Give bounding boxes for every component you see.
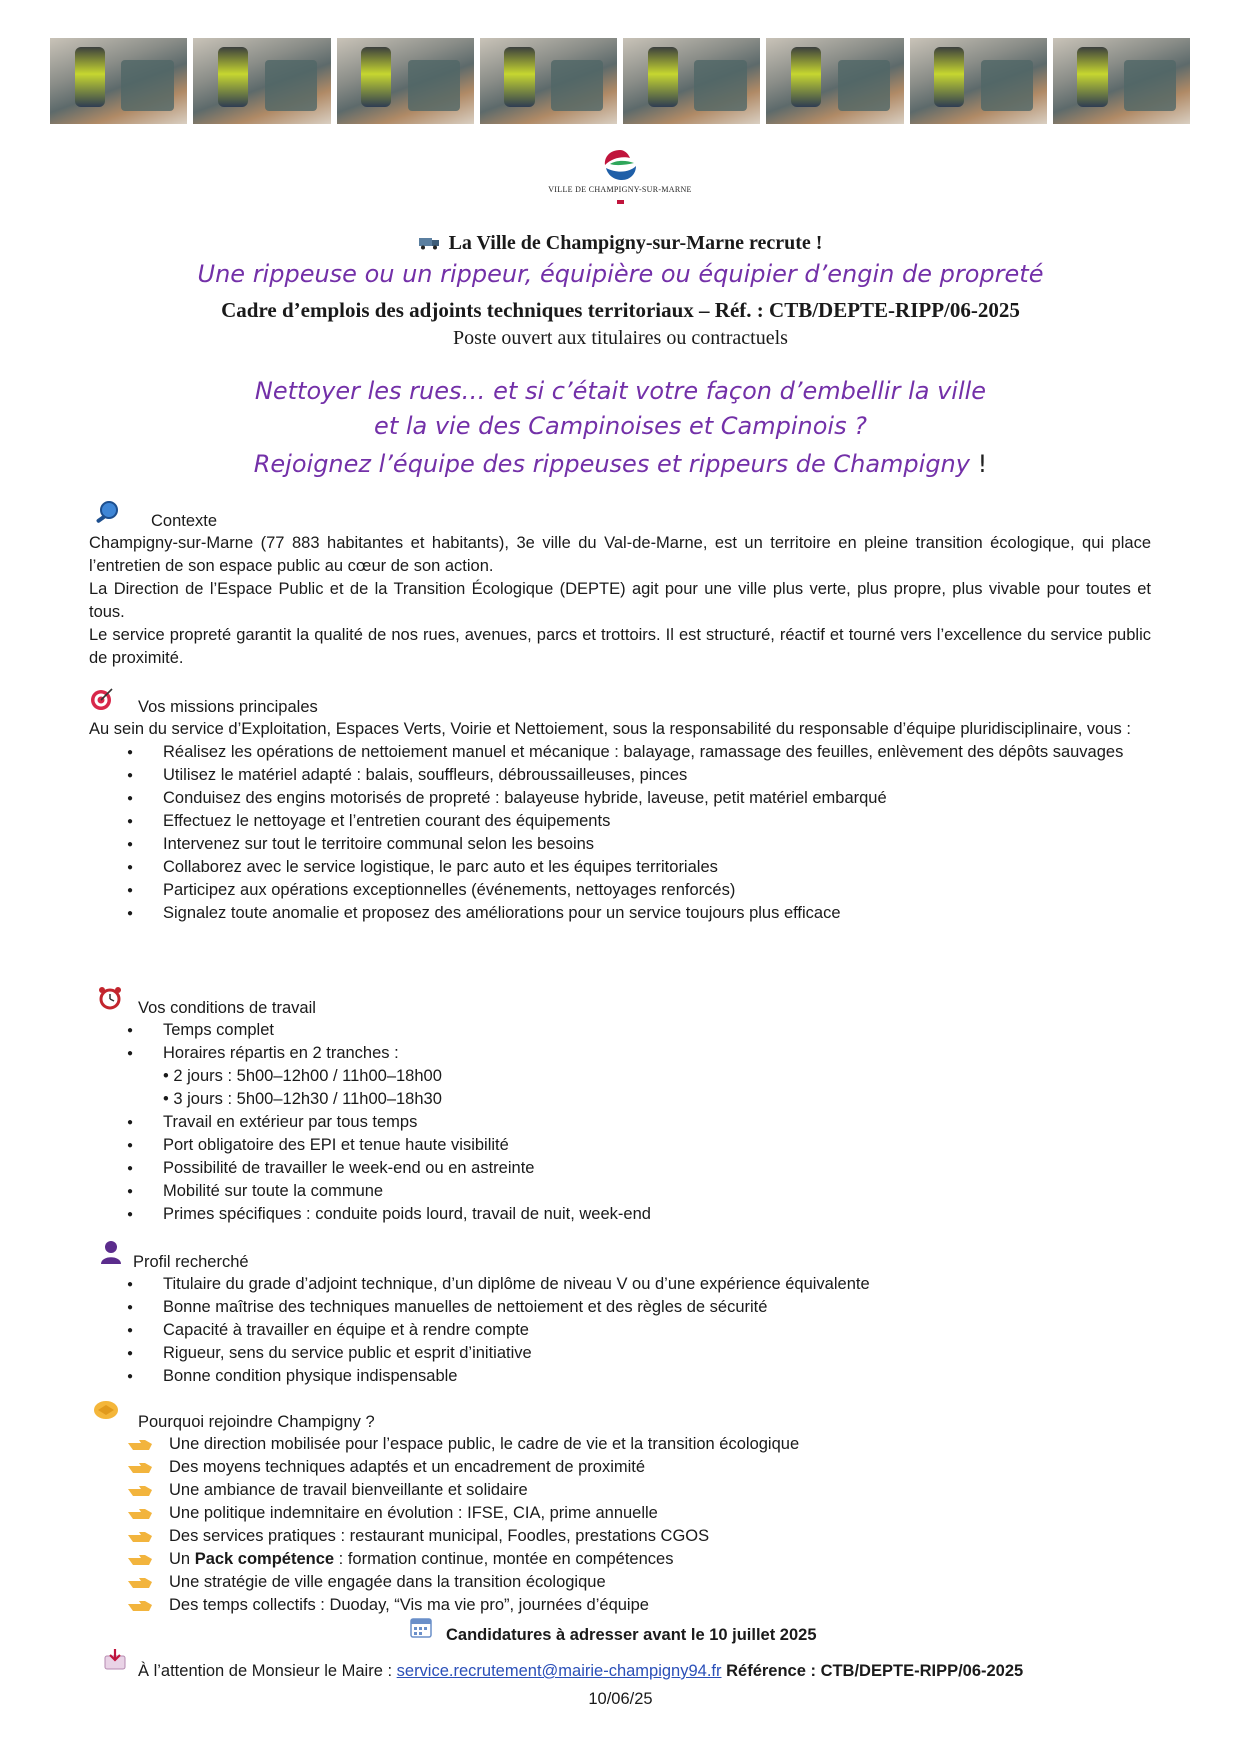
attention-text: À l’attention de Monsieur le Maire : xyxy=(138,1662,397,1680)
list-item: ● Mobilité sur toute la commune xyxy=(89,1180,1151,1203)
pack-rest: : formation continue, montée en compétences xyxy=(334,1550,674,1568)
list-item: ● Collaborez avec le service logistique, le parc auto et les équipes territoriales xyxy=(89,856,1151,879)
pointing-hand-icon xyxy=(127,1599,153,1613)
pointing-hand-icon xyxy=(127,1438,153,1452)
reference-text: Référence : CTB/DEPTE-RIPP/06-2025 xyxy=(726,1662,1024,1680)
recruitment-heading xyxy=(0,232,1241,255)
pack-prefix: Un xyxy=(169,1550,195,1568)
handshake-icon xyxy=(93,1397,119,1423)
list-item: ● Travail en extérieur par tous temps xyxy=(89,1111,1151,1134)
pointing-hand-icon xyxy=(127,1507,153,1521)
list-item xyxy=(89,1594,1151,1617)
list-item-text: Une stratégie de ville engagée dans la transition écologique xyxy=(169,1573,606,1591)
section-title: Profil recherché xyxy=(133,1253,249,1271)
list-item-text: Une politique indemnitaire en évolution : IFSE, CIA, prime annuelle xyxy=(169,1504,658,1522)
job-reference: Cadre d’emplois des adjoints techniques territoriaux – Réf. : CTB/DEPTE-RIPP/06-2025 xyxy=(221,298,1020,322)
list-item: ● Signalez toute anomalie et proposez des améliorations pour un service toujours plus efficace xyxy=(89,902,1151,925)
banner-photo xyxy=(766,38,903,124)
pointing-hand-icon xyxy=(127,1484,153,1498)
schedule-2-days: • 2 jours : 5h00–12h00 / 11h00–18h00 xyxy=(163,1067,442,1085)
list-item xyxy=(89,1502,1151,1525)
slogan-line-1: Nettoyer les rues… et si c’était votre façon d’embellir la ville xyxy=(254,377,987,405)
list-item: ● Rigueur, sens du service public et esprit d’initiative xyxy=(89,1342,1151,1365)
truck-icon xyxy=(419,236,441,250)
list-item: ● Titulaire du grade d’adjoint technique, d’un diplôme de niveau V ou d’une expérience équivalente xyxy=(89,1273,1151,1296)
city-logo xyxy=(520,148,720,218)
slogan-text: Rejoignez l’équipe des rippeuses et rippeurs de Champigny xyxy=(253,450,970,478)
slogan-line-3 xyxy=(0,450,1241,478)
deadline-text: Candidatures à adresser avant le 10 juillet 2025 xyxy=(446,1626,817,1644)
magnifier-icon xyxy=(94,500,120,526)
pack-bold: Pack compétence xyxy=(194,1550,335,1568)
pourquoi-list xyxy=(89,1433,1151,1617)
list-item xyxy=(89,1525,1151,1548)
pointing-hand-icon xyxy=(127,1530,153,1544)
missions-intro: Au sein du service d’Exploitation, Espaces Verts, Voirie et Nettoiement, sous la responsabilité du responsable d’équipe pluridisciplinaire, vous : xyxy=(89,720,1131,738)
list-item-text: Des moyens techniques adaptés et un encadrement de proximité xyxy=(169,1458,646,1476)
list-item: ● Réalisez les opérations de nettoiement manuel et mécanique : balayage, ramassage des feuilles, enlèvement des dépôts sauvages xyxy=(89,741,1151,764)
list-item-text: Des services pratiques : restaurant municipal, Foodles, prestations CGOS xyxy=(169,1527,710,1545)
list-item: ● Primes spécifiques : conduite poids lourd, travail de nuit, week-end xyxy=(89,1203,1151,1226)
contexte-paragraph-2: La Direction de l’Espace Public et de la Transition Écologique (DEPTE) agit pour une ville plus verte, plus propre, plus vivable pour toutes et tous. xyxy=(89,580,1151,621)
list-item-text: Une direction mobilisée pour l’espace public, le cadre de vie et la transition écologique xyxy=(169,1435,800,1453)
contexte-paragraph-1: Champigny-sur-Marne (77 883 habitantes et habitants), 3e ville du Val-de-Marne, est un territoire en pleine transition écologique, qui place l’entretien de son espace public au cœur de son action. xyxy=(89,534,1151,575)
header-photo-banner xyxy=(50,38,1190,124)
list-item xyxy=(89,1456,1151,1479)
list-item: ● Effectuez le nettoyage et l’entretien courant des équipements xyxy=(89,810,1151,833)
document-date: 10/06/25 xyxy=(588,1690,653,1708)
list-item: ● Participez aux opérations exceptionnelles (événements, nettoyages renforcés) xyxy=(89,879,1151,902)
section-missions xyxy=(89,694,1151,925)
section-title: Vos conditions de travail xyxy=(138,999,316,1017)
schedule-3-days: • 3 jours : 5h00–12h30 / 11h00–18h30 xyxy=(163,1090,442,1108)
slogan-line-2: et la vie des Campinoises et Campinois ? xyxy=(374,412,867,440)
banner-photo xyxy=(193,38,330,124)
list-item: ● Horaires répartis en 2 tranches : xyxy=(89,1042,1151,1065)
banner-photo xyxy=(910,38,1047,124)
list-item xyxy=(89,1571,1151,1594)
section-title: Contexte xyxy=(151,512,218,530)
pointing-hand-icon xyxy=(127,1576,153,1590)
list-item xyxy=(89,1433,1151,1456)
list-item: ● Temps complet xyxy=(89,1019,1151,1042)
pointing-hand-icon xyxy=(127,1553,153,1567)
list-item-text: Des temps collectifs : Duoday, “Vis ma vie pro”, journées d’équipe xyxy=(169,1596,649,1614)
section-conditions xyxy=(89,995,1151,1226)
banner-photo xyxy=(480,38,617,124)
profil-list xyxy=(89,1273,1151,1388)
email-link[interactable]: service.recrutement@mairie-champigny94.fr xyxy=(396,1662,722,1680)
alarm-clock-icon xyxy=(97,985,123,1011)
list-item-text: Une ambiance de travail bienveillante et solidaire xyxy=(169,1481,528,1499)
list-item: ● Bonne maîtrise des techniques manuelles de nettoiement et des règles de sécurité xyxy=(89,1296,1151,1319)
pointing-hand-icon xyxy=(127,1461,153,1475)
banner-photo xyxy=(337,38,474,124)
list-item: ● Conduisez des engins motorisés de propreté : balayeuse hybride, laveuse, petit matériel embarqué xyxy=(89,787,1151,810)
list-item xyxy=(89,1548,1151,1571)
heading-text: La Ville de Champigny-sur-Marne recrute ! xyxy=(448,232,823,254)
calendar-icon xyxy=(410,1616,432,1638)
target-icon xyxy=(89,686,115,712)
slogan-exclamation: ! xyxy=(977,450,988,478)
logo-caption: VILLE DE CHAMPIGNY-SUR-MARNE xyxy=(548,185,692,194)
section-title: Vos missions principales xyxy=(138,698,318,716)
missions-list xyxy=(89,741,1151,925)
section-profil xyxy=(89,1249,1151,1388)
banner-photo xyxy=(1053,38,1190,124)
conditions-list xyxy=(89,1019,1151,1065)
list-item: ● Possibilité de travailler le week-end ou en astreinte xyxy=(89,1157,1151,1180)
conditions-list-rest xyxy=(89,1111,1151,1226)
list-item: ● Capacité à travailler en équipe et à rendre compte xyxy=(89,1319,1151,1342)
list-item: ● Intervenez sur tout le territoire communal selon les besoins xyxy=(89,833,1151,856)
person-icon xyxy=(99,1239,125,1265)
job-eligibility: Poste ouvert aux titulaires ou contractuels xyxy=(453,327,788,349)
section-title: Pourquoi rejoindre Champigny ? xyxy=(138,1413,375,1431)
banner-photo xyxy=(50,38,187,124)
list-item: ● Bonne condition physique indispensable xyxy=(89,1365,1151,1388)
banner-photo xyxy=(623,38,760,124)
list-item xyxy=(89,1479,1151,1502)
city-logo-icon xyxy=(600,148,640,182)
list-item: ● Utilisez le matériel adapté : balais, souffleurs, débroussailleuses, pinces xyxy=(89,764,1151,787)
contact-line xyxy=(104,1662,1023,1681)
list-item: ● Port obligatoire des EPI et tenue haute visibilité xyxy=(89,1134,1151,1157)
contexte-paragraph-3: Le service propreté garantit la qualité de nos rues, avenues, parcs et trottoirs. Il est structuré, réactif et tourné vers l’excellence du service public de proximité. xyxy=(89,626,1151,667)
section-pourquoi xyxy=(89,1409,1151,1617)
inbox-icon xyxy=(104,1648,126,1670)
deadline xyxy=(410,1626,817,1645)
section-contexte xyxy=(89,508,1151,670)
logo-mark xyxy=(617,200,624,204)
job-title: Une rippeuse ou un rippeur, équipière ou équipier d’engin de propreté xyxy=(197,260,1044,288)
